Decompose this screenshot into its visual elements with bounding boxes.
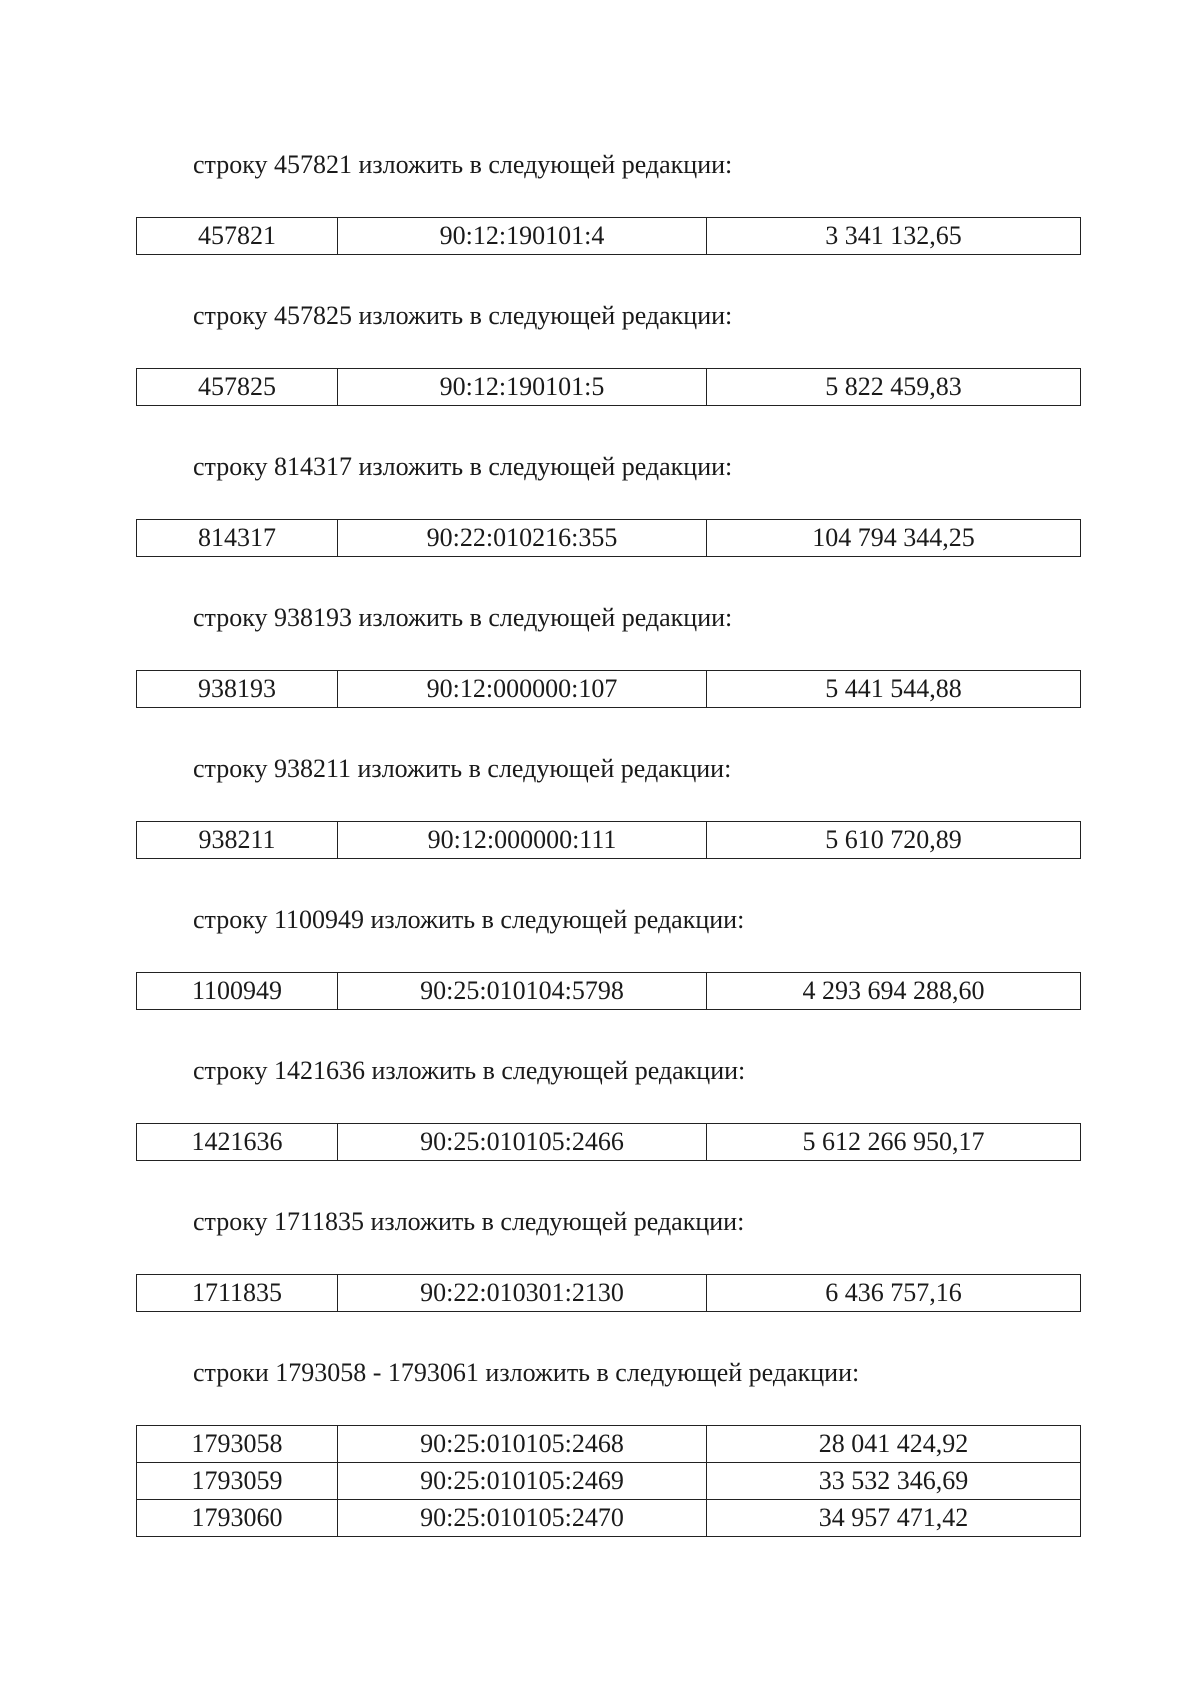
cadastral-number-cell: 90:25:010105:2466 — [338, 1124, 707, 1161]
row-number-cell: 814317 — [137, 520, 338, 557]
row-number-cell: 938193 — [137, 671, 338, 708]
table-row — [137, 1463, 1081, 1500]
value-cell: 5 612 266 950,17 — [707, 1124, 1081, 1161]
cadastral-number-cell: 90:22:010216:355 — [338, 520, 707, 557]
row-number-cell: 1793058 — [137, 1426, 338, 1463]
value-cell: 104 794 344,25 — [707, 520, 1081, 557]
value-cell: 6 436 757,16 — [707, 1275, 1081, 1312]
amendment-table — [136, 217, 1081, 255]
amendment-table — [136, 821, 1081, 859]
row-number-cell: 938211 — [137, 822, 338, 859]
amendment-table — [136, 368, 1081, 406]
table-row — [137, 218, 1081, 255]
section-heading: строки 1793058 - 1793061 изложить в следующей редакции: — [193, 1358, 860, 1387]
table-row — [137, 369, 1081, 406]
section-heading: строку 457821 изложить в следующей редакции: — [193, 150, 733, 179]
table-row — [137, 520, 1081, 557]
table-row — [137, 1426, 1081, 1463]
amendment-table — [136, 972, 1081, 1010]
row-number-cell: 1421636 — [137, 1124, 338, 1161]
table-row — [137, 1124, 1081, 1161]
table-row — [137, 671, 1081, 708]
row-number-cell: 457821 — [137, 218, 338, 255]
cadastral-number-cell: 90:22:010301:2130 — [338, 1275, 707, 1312]
section-heading: строку 1100949 изложить в следующей редакции: — [193, 905, 745, 934]
amendment-table — [136, 1123, 1081, 1161]
value-cell: 5 610 720,89 — [707, 822, 1081, 859]
cadastral-number-cell: 90:25:010105:2470 — [338, 1500, 707, 1537]
row-number-cell: 457825 — [137, 369, 338, 406]
section-heading: строку 457825 изложить в следующей редакции: — [193, 301, 733, 330]
amendment-table — [136, 1425, 1081, 1537]
amendment-table — [136, 519, 1081, 557]
section-heading: строку 1421636 изложить в следующей редакции: — [193, 1056, 746, 1085]
cadastral-number-cell: 90:25:010105:2469 — [338, 1463, 707, 1500]
value-cell: 33 532 346,69 — [707, 1463, 1081, 1500]
section-heading: строку 1711835 изложить в следующей редакции: — [193, 1207, 745, 1236]
table-row — [137, 1500, 1081, 1537]
amendment-table — [136, 670, 1081, 708]
cadastral-number-cell: 90:12:000000:111 — [338, 822, 707, 859]
value-cell: 5 822 459,83 — [707, 369, 1081, 406]
row-number-cell: 1793060 — [137, 1500, 338, 1537]
section-heading: строку 938193 изложить в следующей редакции: — [193, 603, 733, 632]
value-cell: 34 957 471,42 — [707, 1500, 1081, 1537]
cadastral-number-cell: 90:25:010104:5798 — [338, 973, 707, 1010]
value-cell: 4 293 694 288,60 — [707, 973, 1081, 1010]
amendment-table — [136, 1274, 1081, 1312]
value-cell: 28 041 424,92 — [707, 1426, 1081, 1463]
row-number-cell: 1711835 — [137, 1275, 338, 1312]
cadastral-number-cell: 90:12:190101:4 — [338, 218, 707, 255]
cadastral-number-cell: 90:25:010105:2468 — [338, 1426, 707, 1463]
table-row — [137, 973, 1081, 1010]
row-number-cell: 1793059 — [137, 1463, 338, 1500]
cadastral-number-cell: 90:12:000000:107 — [338, 671, 707, 708]
cadastral-number-cell: 90:12:190101:5 — [338, 369, 707, 406]
value-cell: 5 441 544,88 — [707, 671, 1081, 708]
section-heading: строку 814317 изложить в следующей редакции: — [193, 452, 733, 481]
row-number-cell: 1100949 — [137, 973, 338, 1010]
value-cell: 3 341 132,65 — [707, 218, 1081, 255]
section-heading: строку 938211 изложить в следующей редакции: — [193, 754, 732, 783]
table-row — [137, 1275, 1081, 1312]
table-row — [137, 822, 1081, 859]
